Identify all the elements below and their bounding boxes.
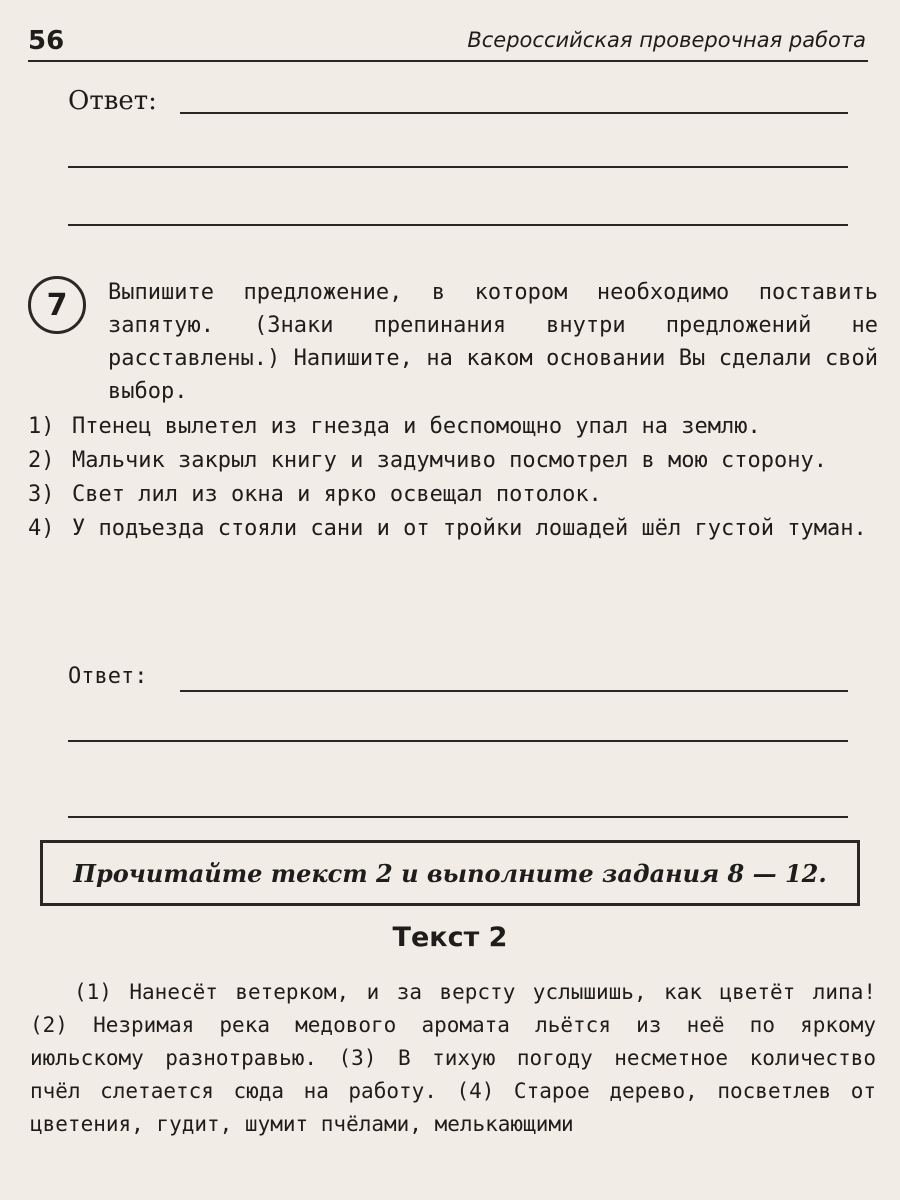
option-number: 1)	[28, 414, 55, 439]
text-body: (1) Нанесёт ветерком, и за версту услышишь, как цветёт липа! (2) Незримая река медового аромата льётся из неё по яркому июльскому разнотравью. (3) В тихую погоду несметное количество пчёл слетается сюда на работу. (4) Старое дерево, посветлев от цветения, гудит, шумит пчёлами, мелькающими	[30, 980, 876, 1136]
option-text: Птенец вылетел из гнезда и беспомощно упал на землю.	[72, 414, 761, 439]
option-item	[28, 410, 888, 444]
answer-line[interactable]	[68, 816, 848, 818]
page-header	[28, 12, 868, 62]
option-item	[28, 444, 888, 478]
option-number: 3)	[28, 482, 55, 507]
instruction-box: Прочитайте текст 2 и выполните задания 8 — 12.	[40, 840, 860, 906]
task-prompt: Выпишите предложение, в котором необходимо поставить запятую. (Знаки препинания внутри предложений не расставлены.) Напишите, на каком основании Вы сделали свой выбор.	[108, 280, 878, 404]
answer-line[interactable]	[180, 690, 848, 692]
page-number: 56	[28, 26, 65, 56]
option-text: Свет лил из окна и ярко освещал потолок.	[72, 482, 602, 507]
option-number: 4)	[28, 516, 55, 541]
option-text: Мальчик закрыл книгу и задумчиво посмотрел в мою сторону.	[72, 448, 827, 473]
option-item	[28, 512, 888, 546]
option-item	[28, 478, 888, 512]
option-text: У подъезда стояли сани и от тройки лошадей шёл густой туман.	[72, 516, 867, 541]
running-title: Всероссийская проверочная работа	[467, 28, 866, 52]
option-number: 2)	[28, 448, 55, 473]
task-number-badge: 7	[28, 276, 86, 334]
answer-line[interactable]	[180, 112, 848, 114]
answer-line[interactable]	[68, 740, 848, 742]
answer-label: Ответ:	[68, 86, 157, 116]
answer-label: Ответ:	[68, 664, 148, 689]
answer-line[interactable]	[68, 224, 848, 226]
options-list	[28, 410, 888, 546]
text-title: Текст 2	[392, 922, 508, 953]
answer-line[interactable]	[68, 166, 848, 168]
